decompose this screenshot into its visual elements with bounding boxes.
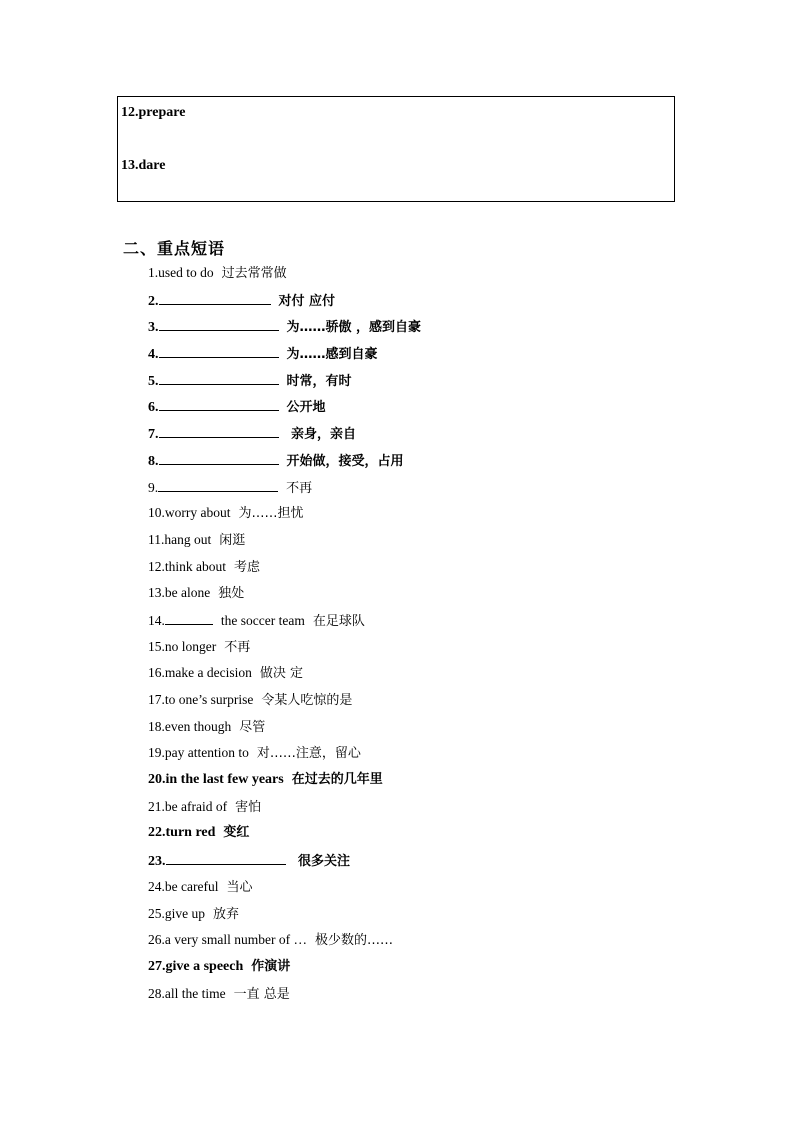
phrase-chinese: 在足球队	[312, 613, 365, 629]
phrase-number: 26.	[148, 932, 165, 948]
phrase-chinese: 很多关注	[293, 854, 351, 870]
phrase-number: 28.	[148, 985, 165, 1001]
phrase-chinese: 害怕	[235, 799, 262, 815]
phrase-english: pay attention to	[164, 745, 249, 761]
phrase-english: all the time	[164, 985, 226, 1001]
phrase-english: no longer	[164, 638, 217, 654]
fill-in-blank[interactable]	[159, 396, 279, 411]
phrase-item	[148, 477, 708, 504]
phrase-number: 11.	[148, 531, 165, 547]
phrase-item	[148, 930, 708, 957]
fill-in-blank[interactable]	[159, 370, 279, 385]
phrase-item	[148, 984, 708, 1011]
phrase-chinese: 独处	[218, 586, 245, 602]
phrase-chinese: 考虑	[234, 559, 261, 575]
phrase-item	[148, 316, 708, 343]
phrase-chinese: 放弃	[213, 906, 240, 922]
phrase-chinese: 公开地	[286, 400, 326, 416]
phrase-chinese: 对付 应付	[278, 293, 336, 309]
vocab-box	[117, 96, 675, 202]
phrase-item	[148, 877, 708, 904]
phrase-number: 24.	[148, 878, 165, 894]
phrase-chinese: 变红	[223, 825, 250, 841]
phrase-chinese: 做决 定	[259, 666, 303, 682]
phrase-number: 17.	[148, 692, 165, 707]
phrase-item	[148, 343, 708, 370]
phrase-english: even though	[164, 718, 232, 734]
phrase-number: 7.	[148, 427, 159, 443]
phrase-item	[148, 530, 708, 557]
phrase-item	[148, 770, 708, 797]
phrase-number: 21.	[148, 798, 165, 814]
fill-in-blank[interactable]	[166, 850, 286, 865]
phrase-number: 16.	[148, 665, 165, 681]
phrase-chinese: 作演讲	[251, 958, 291, 974]
phrase-chinese: 尽管	[239, 719, 266, 735]
phrase-number: 3.	[148, 320, 159, 336]
phrase-item	[148, 583, 708, 610]
phrase-chinese: 时常，有时	[286, 373, 352, 389]
phrase-item	[148, 797, 708, 824]
phrase-item	[148, 637, 708, 664]
phrase-chinese: 不再	[224, 639, 251, 655]
phrase-item	[148, 263, 708, 290]
phrase-english: to one’s surprise	[164, 692, 254, 707]
phrase-english: worry about	[164, 505, 231, 521]
phrase-english: make a decision	[164, 665, 252, 681]
phrase-number: 22.	[148, 825, 166, 841]
phrase-number: 5.	[148, 373, 159, 389]
phrase-item	[148, 423, 708, 450]
phrase-english: give up	[164, 905, 205, 921]
phrase-english: be careful	[164, 878, 219, 894]
phrase-number: 13.	[148, 585, 165, 601]
section-heading: 二、重点短语	[123, 241, 226, 258]
phrase-english: give a speech	[165, 958, 244, 974]
phrase-chinese: 不再	[286, 480, 313, 496]
vocab-item-dare: 13.dare	[121, 158, 166, 173]
phrase-chinese: 为……感到自豪	[286, 347, 378, 363]
phrase-english: be alone	[164, 585, 211, 601]
phrase-number: 2.	[148, 293, 159, 309]
phrase-chinese: 对……注意，留心	[256, 746, 361, 762]
fill-in-blank[interactable]	[165, 610, 213, 625]
phrase-chinese: 一直 总是	[233, 986, 290, 1002]
phrase-item	[148, 396, 708, 423]
fill-in-blank[interactable]	[159, 316, 279, 331]
fill-in-blank[interactable]	[159, 423, 279, 438]
phrase-chinese: 极少数的……	[314, 933, 393, 949]
phrase-chinese: 在过去的几年里	[291, 772, 383, 788]
phrase-chinese: 令某人吃惊的是	[261, 693, 353, 708]
phrase-item	[148, 743, 708, 770]
phrase-item	[148, 690, 708, 717]
phrase-english: used to do	[158, 265, 214, 280]
phrase-item	[148, 957, 708, 984]
phrase-english: the soccer team	[220, 612, 305, 628]
phrase-item	[148, 290, 708, 317]
phrase-item	[148, 663, 708, 690]
phrase-chinese: 闲逛	[219, 532, 246, 548]
phrase-number: 20.	[148, 772, 166, 788]
phrase-number: 19.	[148, 745, 165, 761]
phrase-english: in the last few years	[165, 772, 284, 788]
phrase-english: think about	[164, 558, 226, 574]
phrase-item	[148, 557, 708, 584]
phrase-number: 15.	[148, 638, 165, 654]
phrase-number: 27.	[148, 958, 166, 974]
phrase-number: 23.	[148, 854, 166, 870]
phrase-item	[148, 850, 708, 877]
fill-in-blank[interactable]	[159, 343, 279, 358]
phrase-chinese: 亲身，亲自	[286, 427, 357, 443]
phrase-item	[148, 503, 708, 530]
phrase-chinese: 过去常常做	[221, 266, 287, 281]
phrase-number: 18.	[148, 718, 165, 734]
phrase-number: 14.	[148, 612, 165, 628]
phrase-number: 12.	[148, 558, 165, 574]
phrase-english: turn red	[165, 825, 216, 841]
phrase-chinese: 为……担忧	[238, 506, 304, 522]
phrase-number: 4.	[148, 347, 159, 363]
fill-in-blank[interactable]	[159, 290, 271, 305]
phrase-item	[148, 450, 708, 477]
phrase-chinese: 开始做，接受，占用	[286, 453, 404, 469]
phrase-number: 1.	[148, 265, 159, 280]
phrase-english: be afraid of	[164, 798, 228, 814]
phrase-list	[148, 263, 708, 1010]
phrase-item	[148, 904, 708, 931]
phrase-number: 10.	[148, 505, 165, 521]
phrase-item	[148, 717, 708, 744]
phrase-number: 9.	[148, 479, 159, 495]
phrase-chinese: 当心	[226, 879, 253, 895]
fill-in-blank[interactable]	[158, 477, 278, 492]
phrase-item	[148, 823, 708, 850]
phrase-number: 8.	[148, 453, 159, 469]
phrase-english: a very small number of …	[164, 932, 307, 948]
phrase-item	[148, 610, 708, 637]
phrase-item	[148, 370, 708, 397]
phrase-number: 25.	[148, 905, 165, 921]
phrase-english: hang out	[164, 531, 212, 547]
phrase-chinese: 为……骄傲 ，感到自豪	[286, 320, 422, 336]
vocab-item-prepare: 12.prepare	[121, 105, 186, 120]
fill-in-blank[interactable]	[159, 450, 279, 465]
phrase-number: 6.	[148, 400, 159, 416]
